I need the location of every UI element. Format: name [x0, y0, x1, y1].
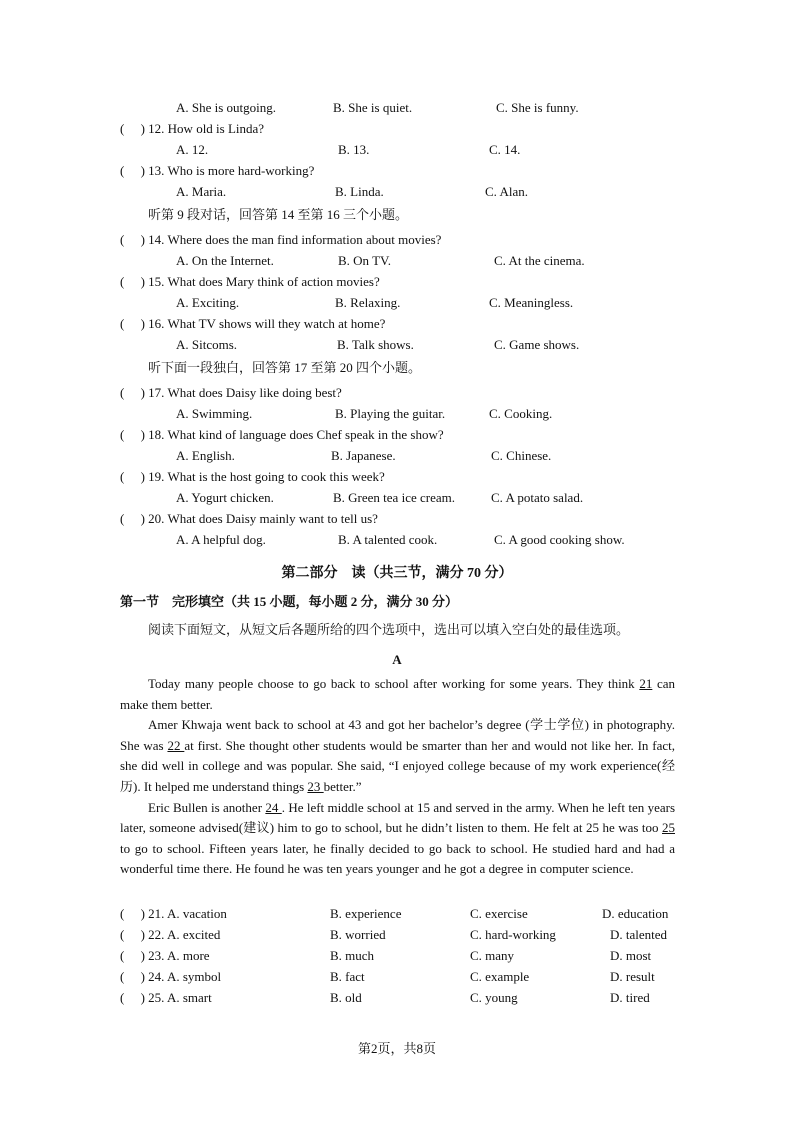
q14-option-b: B. On TV.	[338, 253, 391, 268]
question-number: 16	[148, 316, 162, 331]
cloze-21-option-c: C. exercise	[470, 906, 528, 921]
instruction-monologue: 听下面一段独白，回答第 17 至第 20 四个小题。	[148, 360, 422, 375]
cloze-21-option-d: D. education	[602, 906, 669, 921]
q17-option-c: C. Cooking.	[489, 406, 553, 421]
question-text: What does Daisy like doing best?	[167, 385, 342, 400]
q11-option-a: A. She is outgoing.	[176, 100, 277, 115]
answer-paren: ( )	[120, 316, 145, 331]
q13-option-a: A. Maria.	[176, 184, 227, 199]
q11-option-b: B. She is quiet.	[333, 100, 413, 115]
cloze-25-option-d: D. tired	[610, 990, 650, 1005]
question-text: What kind of language does Chef speak in the show?	[167, 427, 444, 442]
q20-option-c: C. A good cooking show.	[494, 532, 625, 547]
q13-option-b: B. Linda.	[335, 184, 384, 199]
passage-label: A	[392, 652, 402, 667]
question-19: ( ) 19. What is the host going to cook this week?	[120, 469, 385, 484]
question-number: 13	[148, 163, 162, 178]
blank-23: 23	[307, 778, 324, 794]
q15-option-b: B. Relaxing.	[335, 295, 401, 310]
answer-paren: ( )	[120, 511, 145, 526]
q18-option-a: A. English.	[176, 448, 235, 463]
cloze-23-option-d: D. most	[610, 948, 652, 963]
q16-option-c: C. Game shows.	[494, 337, 580, 352]
question-text: What is the host going to cook this week?	[167, 469, 385, 484]
q20-option-b: B. A talented cook.	[338, 532, 438, 547]
passage-paragraph-1: Today many people choose to go back to school after working for some years. They think 21 can make them better.	[120, 676, 675, 712]
q13-option-c: C. Alan.	[485, 184, 528, 199]
blank-24: 24	[265, 799, 282, 815]
question-20: ( ) 20. What does Daisy mainly want to tell us?	[120, 511, 378, 526]
q15-option-c: C. Meaningless.	[489, 295, 574, 310]
q18-option-b: B. Japanese.	[331, 448, 396, 463]
cloze-question-23: ( ) 23. A. more	[120, 948, 210, 963]
passage-paragraph-3: Eric Bullen is another 24 . He left middle school at 15 and served in the army. When he left ten years later, someone advised(建议) him to go to school, but he didn’t listen to them. He felt at 25 he was too 25 to go to school. Fifteen years later, he finally decided to go back to school. He studied hard and had a wonderful time there. He found he was ten years younger and he got a degree in computer science.	[120, 799, 676, 877]
q17-option-a: A. Swimming.	[176, 406, 253, 421]
cloze-25-option-c: C. young	[470, 990, 518, 1005]
q14-option-c: C. At the cinema.	[494, 253, 585, 268]
q14-option-a: A. On the Internet.	[176, 253, 274, 268]
cloze-24-option-b: B. fact	[330, 969, 365, 984]
q12-option-a: A. 12.	[176, 142, 209, 157]
q19-option-a: A. Yogurt chicken.	[176, 490, 274, 505]
question-13: ( ) 13. Who is more hard-working?	[120, 163, 315, 178]
q12-option-c: C. 14.	[489, 142, 521, 157]
question-14: ( ) 14. Where does the man find information about movies?	[120, 232, 442, 247]
instruction-dialog-9: 听第 9 段对话，回答第 14 至第 16 三个小题。	[148, 207, 409, 222]
cloze-24-option-c: C. example	[470, 969, 530, 984]
question-text: How old is Linda?	[167, 121, 265, 136]
cloze-directions: 阅读下面短文，从短文后各题所给的四个选项中，选出可以填入空白处的最佳选项。	[148, 622, 630, 637]
cloze-25-option-b: B. old	[330, 990, 362, 1005]
question-17: ( ) 17. What does Daisy like doing best?	[120, 385, 342, 400]
question-number: 12	[148, 121, 162, 136]
question-text: What TV shows will they watch at home?	[167, 316, 386, 331]
answer-paren: ( )	[120, 469, 145, 484]
question-16: ( ) 16. What TV shows will they watch at home?	[120, 316, 386, 331]
answer-paren: ( )	[120, 274, 145, 289]
question-18: ( ) 18. What kind of language does Chef speak in the show?	[120, 427, 444, 442]
cloze-question-22: ( ) 22. A. excited	[120, 927, 221, 942]
question-number: 17	[148, 385, 162, 400]
question-text: What does Daisy mainly want to tell us?	[167, 511, 378, 526]
q12-option-b: B. 13.	[338, 142, 370, 157]
q16-option-b: B. Talk shows.	[337, 337, 414, 352]
q15-option-a: A. Exciting.	[176, 295, 240, 310]
cloze-question-21: ( ) 21. A. vacation	[120, 906, 227, 921]
question-text: What does Mary think of action movies?	[167, 274, 380, 289]
question-number: 19	[148, 469, 162, 484]
cloze-question-25: ( ) 25. A. smart	[120, 990, 212, 1005]
cloze-question-24: ( ) 24. A. symbol	[120, 969, 222, 984]
q19-option-b: B. Green tea ice cream.	[333, 490, 455, 505]
cloze-21-option-b: B. experience	[330, 906, 402, 921]
answer-paren: ( )	[120, 232, 145, 247]
cloze-22-option-b: B. worried	[330, 927, 386, 942]
answer-paren: ( )	[120, 163, 145, 178]
passage-text	[120, 674, 675, 880]
cloze-23-option-c: C. many	[470, 948, 515, 963]
blank-21: 21	[639, 676, 653, 691]
q19-option-c: C. A potato salad.	[491, 490, 584, 505]
q20-option-a: A. A helpful dog.	[176, 532, 266, 547]
cloze-23-option-b: B. much	[330, 948, 375, 963]
cloze-24-option-d: D. result	[610, 969, 655, 984]
answer-paren: ( )	[120, 427, 145, 442]
question-15: ( ) 15. What does Mary think of action movies?	[120, 274, 380, 289]
question-text: Who is more hard-working?	[167, 163, 315, 178]
question-12: ( ) 12. How old is Linda?	[120, 121, 265, 136]
answer-paren: ( )	[120, 121, 145, 136]
question-text: Where does the man find information about movies?	[167, 232, 442, 247]
answer-paren: ( )	[120, 385, 145, 400]
cloze-22-option-d: D. talented	[610, 927, 668, 942]
q16-option-a: A. Sitcoms.	[176, 337, 238, 352]
q11-option-c: C. She is funny.	[496, 100, 579, 115]
question-number: 18	[148, 427, 162, 442]
blank-25: 25	[662, 820, 675, 836]
page-footer: 第2页，共8页	[357, 1041, 436, 1056]
q17-option-b: B. Playing the guitar.	[335, 406, 446, 421]
q18-option-c: C. Chinese.	[491, 448, 552, 463]
passage-paragraph-2: Amer Khwaja went back to school at 43 and got her bachelor’s degree (学士学位) in photography. She was 22 at first. She thought other students would be smarter than her and would not like her. In fact, she did well in college and was popular. She said, “I enjoyed college because of my work experience(经历). It helped me understand things 23 better.”	[120, 717, 676, 794]
part2-title: 第二部分 读（共三节，满分 70 分）	[281, 566, 513, 581]
section1-heading: 第一节 完形填空（共 15 小题，每小题 2 分，满分 30 分）	[120, 594, 459, 609]
blank-22: 22	[167, 737, 185, 753]
question-number: 14	[148, 232, 162, 247]
question-number: 15	[148, 274, 162, 289]
cloze-22-option-c: C. hard-working	[470, 927, 556, 942]
question-number: 20	[148, 511, 162, 526]
